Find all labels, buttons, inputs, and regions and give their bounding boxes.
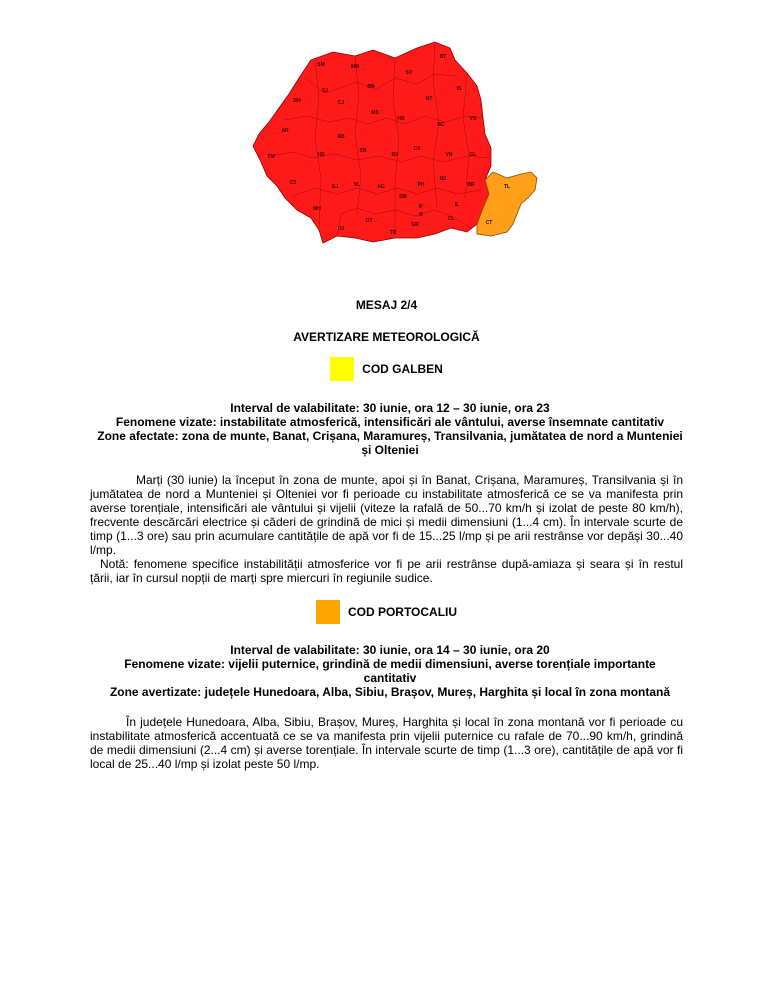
orange-zones: Zone avertizate: județele Hunedoara, Alba, Sibiu, Brașov, Mureș, Harghita și local în zona montană <box>109 685 671 699</box>
svg-text:VL: VL <box>353 182 361 188</box>
svg-text:BH: BH <box>293 98 301 104</box>
yellow-code-details <box>90 401 690 457</box>
orange-code-label: COD PORTOCALIU <box>347 605 458 619</box>
svg-text:AG: AG <box>377 184 385 190</box>
svg-text:BR: BR <box>467 182 475 188</box>
yellow-phenomena: Fenomene vizate: instabilitate atmosferică, intensificări ale vântului, averse însemnate cantitativ <box>115 415 665 429</box>
svg-text:SB: SB <box>359 148 367 154</box>
orange-phenomena-line1: Fenomene vizate: vijelii puternice, grindină de medii dimensiuni, averse torențiale importante <box>124 657 656 671</box>
yellow-interval: Interval de valabilitate: 30 iunie, ora 12 – 30 iunie, ora 23 <box>230 401 550 415</box>
svg-text:VN: VN <box>445 152 453 158</box>
orange-code-text <box>90 715 683 771</box>
svg-text:BC: BC <box>437 122 445 128</box>
orange-code-row <box>0 600 773 624</box>
svg-text:CS: CS <box>289 180 297 186</box>
yellow-body: Marți (30 iunie) la început în zona de munte, apoi și în Banat, Crișana, Maramureș, Transilvania și în jumătatea de nord a Munteniei și Olteniei vor fi perioade cu instabilitate atmosferică ce se va manifesta prin averse torențiale, intensificări ale vântului și vijelii (viteze la rafală de 50...70 km/h și izolat de peste 80 km/h), frecvente descărcări electrice și căderi de grindină de mici și medii dimensiuni (1...4 cm). În intervale scurte de timp (1...3 ore) sau prin acumulare cantitățile de apă vor fi de 15...25 l/mp și pe arii restrânse vor depăși 30...40 l/mp. <box>90 473 683 557</box>
svg-text:BV: BV <box>391 152 399 158</box>
yellow-note: Notă: fenomene specifice instabilității atmosferice vor fi pe arii restrânse după-amiaza și seara și în restul țării, iar în cursul nopții de marți spre miercuri în regiunile sudice. <box>90 557 683 585</box>
orange-interval: Interval de valabilitate: 30 iunie, ora 14 – 30 iunie, ora 20 <box>230 643 550 657</box>
svg-text:PH: PH <box>417 182 425 188</box>
svg-text:MH: MH <box>313 206 321 212</box>
map-orange-region <box>477 172 537 236</box>
orange-code-details <box>90 643 690 699</box>
svg-text:BT: BT <box>439 54 447 60</box>
orange-phenomena-line2: cantitativ <box>363 671 417 685</box>
svg-text:SM: SM <box>317 62 325 68</box>
svg-text:NT: NT <box>425 96 433 102</box>
svg-text:MS: MS <box>371 110 379 116</box>
svg-text:HD: HD <box>317 152 325 158</box>
orange-swatch <box>316 600 340 624</box>
svg-text:GL: GL <box>469 152 477 158</box>
svg-text:CJ: CJ <box>337 100 345 106</box>
yellow-swatch <box>330 357 354 381</box>
yellow-code-text <box>90 473 683 585</box>
svg-text:TL: TL <box>503 184 511 190</box>
svg-text:AB: AB <box>337 134 345 140</box>
svg-text:CL: CL <box>447 216 455 222</box>
yellow-zones-line1: Zone afectate: zona de munte, Banat, Crișana, Maramureș, Transilvania, jumătatea de nord a Munteniei <box>97 429 683 443</box>
svg-text:VS: VS <box>469 116 477 122</box>
svg-text:SV: SV <box>405 70 413 76</box>
svg-text:DJ: DJ <box>337 226 345 232</box>
svg-text:DB: DB <box>399 194 407 200</box>
svg-text:BZ: BZ <box>439 176 447 182</box>
orange-body: În județele Hunedoara, Alba, Sibiu, Brașov, Mureș, Harghita și local în zona montană vor fi perioade cu instabilitate atmosferică accentuată ce se va manifesta prin vijelii puternice cu rafale de 70...90 km/h, grindină de medii dimensiuni (2...4 cm) și averse torențiale. În intervale scurte de timp (1...3 ore), cantitățile de apă vor fi local de 25...40 l/mp și izolat peste 50 l/mp. <box>90 715 683 771</box>
romania-warning-map <box>245 38 545 250</box>
svg-text:MM: MM <box>350 64 360 70</box>
svg-text:AR: AR <box>281 128 289 134</box>
svg-text:SJ: SJ <box>321 88 329 94</box>
svg-text:IL: IL <box>454 202 460 208</box>
svg-text:TR: TR <box>389 230 397 236</box>
svg-text:TM: TM <box>267 154 275 160</box>
svg-text:GR: GR <box>411 222 419 228</box>
svg-text:BN: BN <box>367 84 375 90</box>
svg-text:GJ: GJ <box>331 184 339 190</box>
svg-text:CT: CT <box>485 220 493 226</box>
yellow-code-row <box>0 357 773 381</box>
svg-text:CV: CV <box>413 146 421 152</box>
message-number: MESAJ 2/4 <box>355 298 418 312</box>
svg-text:IS: IS <box>456 86 462 92</box>
svg-text:B: B <box>419 212 423 218</box>
svg-text:OT: OT <box>365 218 373 224</box>
yellow-code-label: COD GALBEN <box>362 362 443 376</box>
svg-text:IF: IF <box>418 204 424 210</box>
warning-title: AVERTIZARE METEOROLOGICĂ <box>293 330 480 344</box>
svg-text:HR: HR <box>397 116 405 122</box>
yellow-zones-line2: și Olteniei <box>361 443 419 457</box>
